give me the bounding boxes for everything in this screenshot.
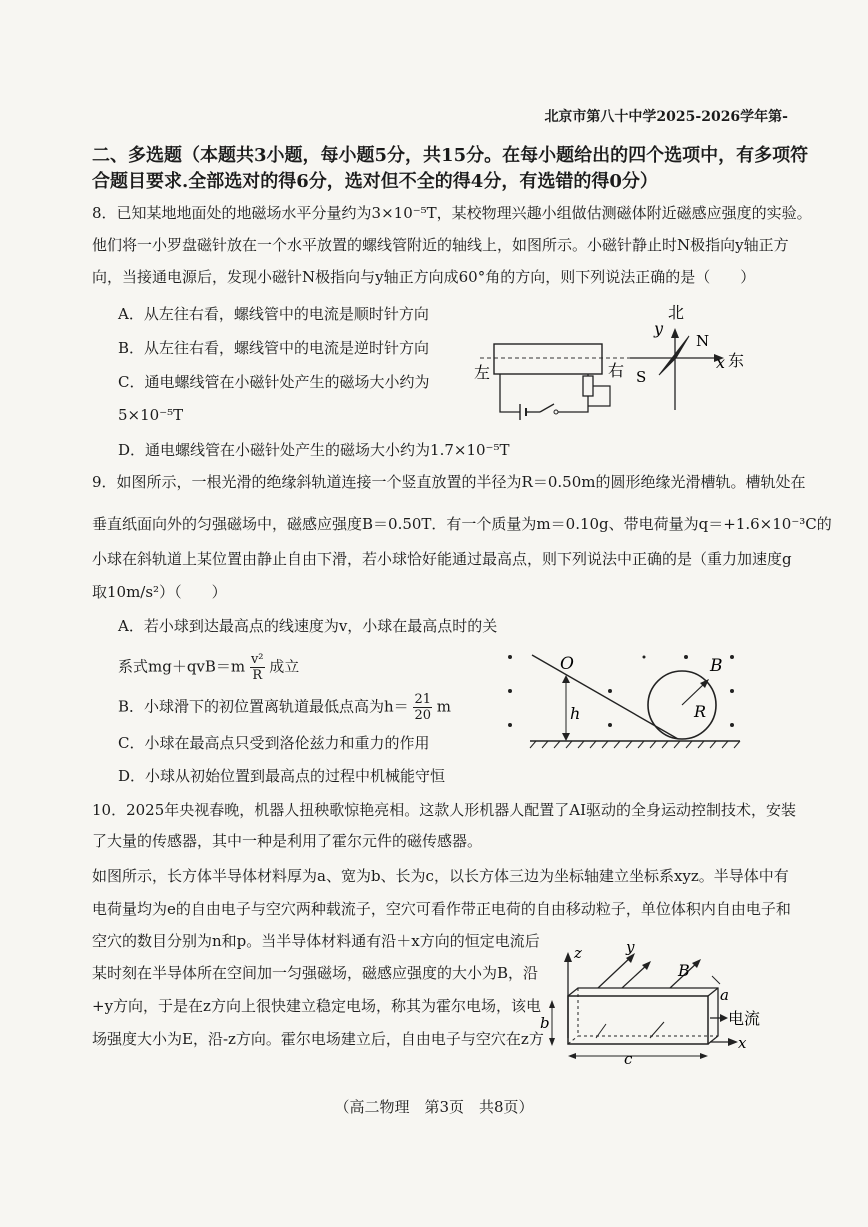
q9-option-b — [118, 692, 451, 723]
b-arrow-bottom — [549, 1038, 555, 1046]
q8-stem-line1: 8．已知某地地面处的地磁场水平分量约为3×10⁻⁵T，某校物理兴趣小组做估测磁体附近磁感应强度的实验。 — [92, 204, 812, 222]
c-arrow-left — [568, 1053, 576, 1059]
q9-stem-line4: 取10m/s²）（ ） — [92, 583, 227, 601]
x-label: x — [738, 1034, 747, 1052]
q8-option-a: A．从左往右看，螺线管中的电流是顺时针方向 — [118, 305, 429, 323]
switch-contact — [554, 410, 558, 414]
b-arrow-top — [549, 1000, 555, 1008]
school-header: 北京市第八十中学2025-2026学年第- — [544, 109, 788, 125]
height-arrow-bottom — [562, 733, 570, 741]
rheostat — [583, 376, 593, 396]
q9-option-a-formula-post: 成立 — [269, 657, 300, 676]
circuit-wire-right — [558, 396, 588, 412]
q10-stem-line4: 电荷量均为e的自由电子与空穴两种载流子，空穴可看作带正电荷的自由移动粒子，单位体积内自由电子和 — [92, 900, 791, 918]
z-label: z — [574, 944, 582, 962]
length-c-label: c — [624, 1050, 633, 1068]
page-footer: （高二物理 第3页 共8页） — [334, 1098, 534, 1116]
thickness-arrow — [712, 976, 720, 984]
semiconductor-block — [568, 996, 708, 1044]
field-b-label: B — [678, 961, 690, 980]
radius-r-label: R — [694, 702, 707, 721]
q8-stem-line3: 向，当接通电源后，发现小磁针N极指向与y轴正方向成60°角的方向，则下列说法正确的是（ ） — [92, 268, 756, 286]
q10-stem-line2: 了大量的传感器，其中一种是利用了霍尔元件的磁传感器。 — [92, 832, 483, 850]
q9-option-a: A．若小球到达最高点的线速度为v，小球在最高点时的关 — [118, 617, 498, 635]
q9-option-a-numerator: v² — [250, 652, 264, 667]
width-b-label: b — [540, 1014, 550, 1032]
point-o-label: O — [560, 654, 574, 674]
q8-solenoid-figure — [470, 300, 770, 430]
section-title-line2: 合题目要求.全部选对的得6分，选对但不全的得4分，有选错的得0分） — [92, 171, 658, 192]
height-h-label: h — [570, 704, 581, 723]
q9-option-b-numerator: 21 — [414, 692, 432, 707]
q10-hall-figure — [538, 938, 778, 1068]
field-b-label: B — [710, 656, 723, 676]
compass-needle — [659, 336, 689, 375]
y-label: y — [626, 938, 635, 956]
hidden-edge-depth — [568, 1036, 578, 1044]
switch — [540, 404, 554, 412]
current-arrow-head — [720, 1014, 728, 1022]
q9-track-figure — [500, 645, 760, 755]
q9-option-b-unit: m — [436, 697, 452, 716]
right-label: 右 — [608, 361, 625, 380]
q10-stem-line6: 某时刻在半导体所在空间加一匀强磁场，磁感应强度的大小为B，沿 — [92, 964, 539, 982]
compass-n-label: N — [696, 332, 710, 350]
q10-stem-line8: 场强度大小为E，沿-z方向。霍尔电场建立后，自由电子与空穴在z方 — [92, 1030, 544, 1048]
q9-option-b-fraction — [413, 692, 432, 723]
q9-stem-line2: 垂直纸面向外的匀强磁场中，磁感应强度B＝0.50T．有一个质量为m＝0.10g、带电荷量为q＝+1.6×10⁻³C的 — [92, 515, 832, 533]
c-arrow-right — [700, 1053, 708, 1059]
y-label: y — [654, 319, 664, 338]
q9-option-a-denominator: R — [252, 668, 263, 683]
q8-stem-line2: 他们将一小罗盘磁针放在一个水平放置的螺线管附近的轴线上，如图所示。小磁针静止时N极指向y轴正方 — [92, 236, 789, 254]
q10-stem-line3: 如图所示，长方体半导体材料厚为a、宽为b、长为c，以长方体三边为坐标轴建立坐标系xyz。半导体中有 — [92, 867, 789, 885]
q9-option-b-text: B．小球滑下的初位置离轨道最低点高为h＝ — [118, 697, 409, 716]
q9-stem-line1: 9．如图所示，一根光滑的绝缘斜轨道连接一个竖直放置的半径为R＝0.50m的圆形绝缘光滑槽轨。槽轨处在 — [92, 473, 806, 491]
q8-option-d: D．通电螺线管在小磁针处产生的磁场大小约为1.7×10⁻⁵T — [118, 441, 510, 459]
ground-hatching — [530, 741, 740, 748]
x-arrow — [728, 1038, 738, 1046]
q9-option-d: D．小球从初始位置到最高点的过程中机械能守恒 — [118, 767, 446, 785]
thickness-a-label: a — [720, 986, 729, 1004]
y-arrow — [671, 328, 679, 338]
q8-option-b: B．从左往右看，螺线管中的电流是逆时针方向 — [118, 339, 430, 357]
north-label: 北 — [668, 303, 685, 322]
solenoid — [494, 344, 602, 374]
section-title-line1: 二、多选题（本题共3小题，每小题5分，共15分。在每小题给出的四个选项中，有多项符 — [92, 145, 809, 166]
q8-option-c: C．通电螺线管在小磁针处产生的磁场大小约为 — [118, 373, 430, 391]
x-label: x — [716, 353, 726, 372]
q9-stem-line3: 小球在斜轨道上某位置由静止自由下滑，若小球恰好能通过最高点，则下列说法中正确的是（重力加速度g — [92, 550, 792, 568]
left-label: 左 — [474, 363, 491, 382]
q10-stem-line5: 空穴的数目分别为n和p。当半导体材料通有沿＋x方向的恒定电流后 — [92, 932, 540, 950]
q9-option-c: C．小球在最高点只受到洛伦兹力和重力的作用 — [118, 734, 430, 752]
q10-stem-line7: +y方向，于是在z方向上很快建立稳定电场，称其为霍尔电场，该电 — [92, 997, 541, 1015]
q9-option-a-fraction — [250, 652, 265, 683]
compass-s-label: S — [636, 368, 647, 386]
current-label: 电流 — [728, 1009, 761, 1028]
q10-stem-line1: 10．2025年央视春晚，机器人扭秧歌惊艳亮相。这款人形机器人配置了AI驱动的全身运动控制技术，安装 — [92, 801, 797, 819]
z-arrow — [564, 952, 572, 962]
q9-option-a-formula-pre: 系式mg＋qvB＝m — [118, 657, 246, 676]
block-corner-edge — [708, 988, 718, 996]
q9-option-a-formula — [118, 652, 299, 683]
field-line-1 — [622, 964, 648, 988]
q8-option-c-value: 5×10⁻⁵T — [118, 406, 184, 424]
circuit-wire-left — [500, 374, 520, 412]
q9-option-b-denominator: 20 — [414, 708, 432, 723]
east-label: 东 — [728, 351, 745, 370]
